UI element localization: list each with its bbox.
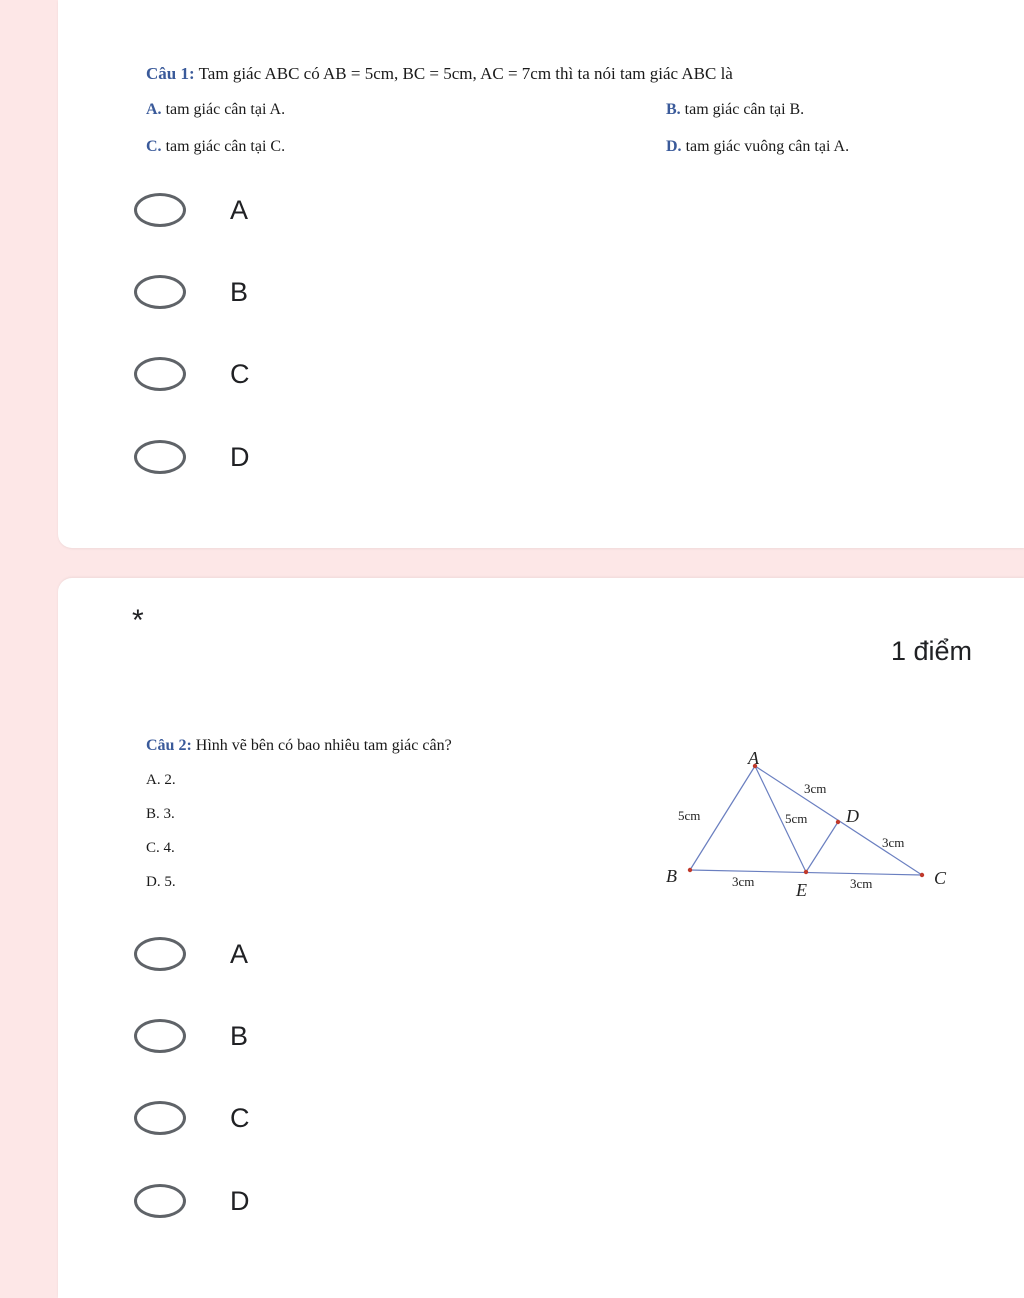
label-b: B bbox=[666, 866, 677, 886]
q2-choice-d[interactable] bbox=[134, 1181, 250, 1221]
q2-title bbox=[146, 737, 452, 755]
q1-choice-b[interactable] bbox=[134, 272, 248, 312]
label-ad: 3cm bbox=[804, 781, 827, 796]
point-b bbox=[688, 868, 692, 872]
q2-choice-c[interactable] bbox=[134, 1098, 250, 1138]
label-a: A bbox=[748, 748, 759, 768]
q1-choice-c-label: C bbox=[230, 358, 250, 389]
q1-choice-a[interactable] bbox=[134, 190, 248, 230]
q2-choice-d-label: D bbox=[230, 1185, 250, 1216]
q2-option-d-text: 5. bbox=[164, 874, 176, 890]
q2-option-b-text: 3. bbox=[163, 806, 175, 822]
radio-button[interactable] bbox=[134, 275, 186, 309]
q2-option-b-letter: B. bbox=[146, 806, 160, 822]
q1-text: Tam giác ABC có AB = 5cm, BC = 5cm, AC = 7cm thì ta nói tam giác ABC là bbox=[198, 64, 733, 83]
q1-title bbox=[146, 64, 733, 84]
required-asterisk: * bbox=[132, 604, 144, 637]
q1-choice-b-label: B bbox=[230, 276, 249, 307]
segment-ed bbox=[806, 822, 838, 872]
q2-option-c bbox=[146, 840, 175, 857]
label-dc: 3cm bbox=[882, 835, 905, 850]
q2-choice-c-label: C bbox=[230, 1102, 250, 1133]
label-d: D bbox=[846, 806, 859, 826]
q2-choice-b-label: B bbox=[230, 1020, 249, 1051]
q2-option-a-text: 2. bbox=[164, 772, 176, 788]
q2-choice-b[interactable] bbox=[134, 1016, 248, 1056]
q2-option-c-text: 4. bbox=[163, 840, 175, 856]
q1-option-a bbox=[146, 101, 285, 119]
q1-option-a-text: tam giác cân tại A. bbox=[165, 101, 286, 118]
q1-choice-d[interactable] bbox=[134, 437, 250, 477]
point-e bbox=[804, 870, 808, 874]
point-c bbox=[920, 873, 924, 877]
q1-choice-d-label: D bbox=[230, 441, 250, 472]
label-be: 3cm bbox=[732, 874, 755, 889]
points-label: 1 điểm bbox=[890, 636, 972, 666]
q1-option-b-text: tam giác cân tại B. bbox=[684, 101, 805, 118]
radio-button[interactable] bbox=[134, 440, 186, 474]
q1-option-c bbox=[146, 138, 285, 156]
q2-option-a-letter: A. bbox=[146, 772, 161, 788]
q2-choice-a-label: A bbox=[230, 938, 249, 969]
q2-option-a bbox=[146, 772, 176, 789]
q1-option-d bbox=[666, 138, 849, 156]
q1-option-b-letter: B. bbox=[666, 101, 681, 118]
label-c: C bbox=[934, 868, 947, 888]
label-ab: 5cm bbox=[678, 808, 701, 823]
label-ae: 5cm bbox=[785, 811, 808, 826]
q1-choice-a-label: A bbox=[230, 194, 249, 225]
label-e: E bbox=[796, 880, 807, 900]
radio-button[interactable] bbox=[134, 357, 186, 391]
q1-option-d-text: tam giác vuông cân tại A. bbox=[685, 138, 850, 155]
q1-choice-c[interactable] bbox=[134, 354, 250, 394]
q1-label: Câu 1: bbox=[146, 64, 195, 83]
radio-button[interactable] bbox=[134, 1184, 186, 1218]
q2-option-b bbox=[146, 806, 175, 823]
q1-option-a-letter: A. bbox=[146, 101, 162, 118]
q1-option-d-letter: D. bbox=[666, 138, 682, 155]
q2-option-d-letter: D. bbox=[146, 874, 161, 890]
radio-button[interactable] bbox=[134, 937, 186, 971]
radio-button[interactable] bbox=[134, 1101, 186, 1135]
q2-option-c-letter: C. bbox=[146, 840, 160, 856]
q1-option-b bbox=[666, 101, 804, 119]
q1-option-c-text: tam giác cân tại C. bbox=[165, 138, 286, 155]
radio-button[interactable] bbox=[134, 1019, 186, 1053]
q1-option-c-letter: C. bbox=[146, 138, 162, 155]
label-ec: 3cm bbox=[850, 876, 873, 891]
q2-option-d bbox=[146, 874, 176, 891]
q2-text: Hình vẽ bên có bao nhiêu tam giác cân? bbox=[195, 737, 452, 754]
q2-choice-a[interactable] bbox=[134, 934, 248, 974]
triangle-figure bbox=[660, 748, 960, 908]
q2-label: Câu 2: bbox=[146, 737, 192, 754]
radio-button[interactable] bbox=[134, 193, 186, 227]
point-d bbox=[836, 820, 840, 824]
